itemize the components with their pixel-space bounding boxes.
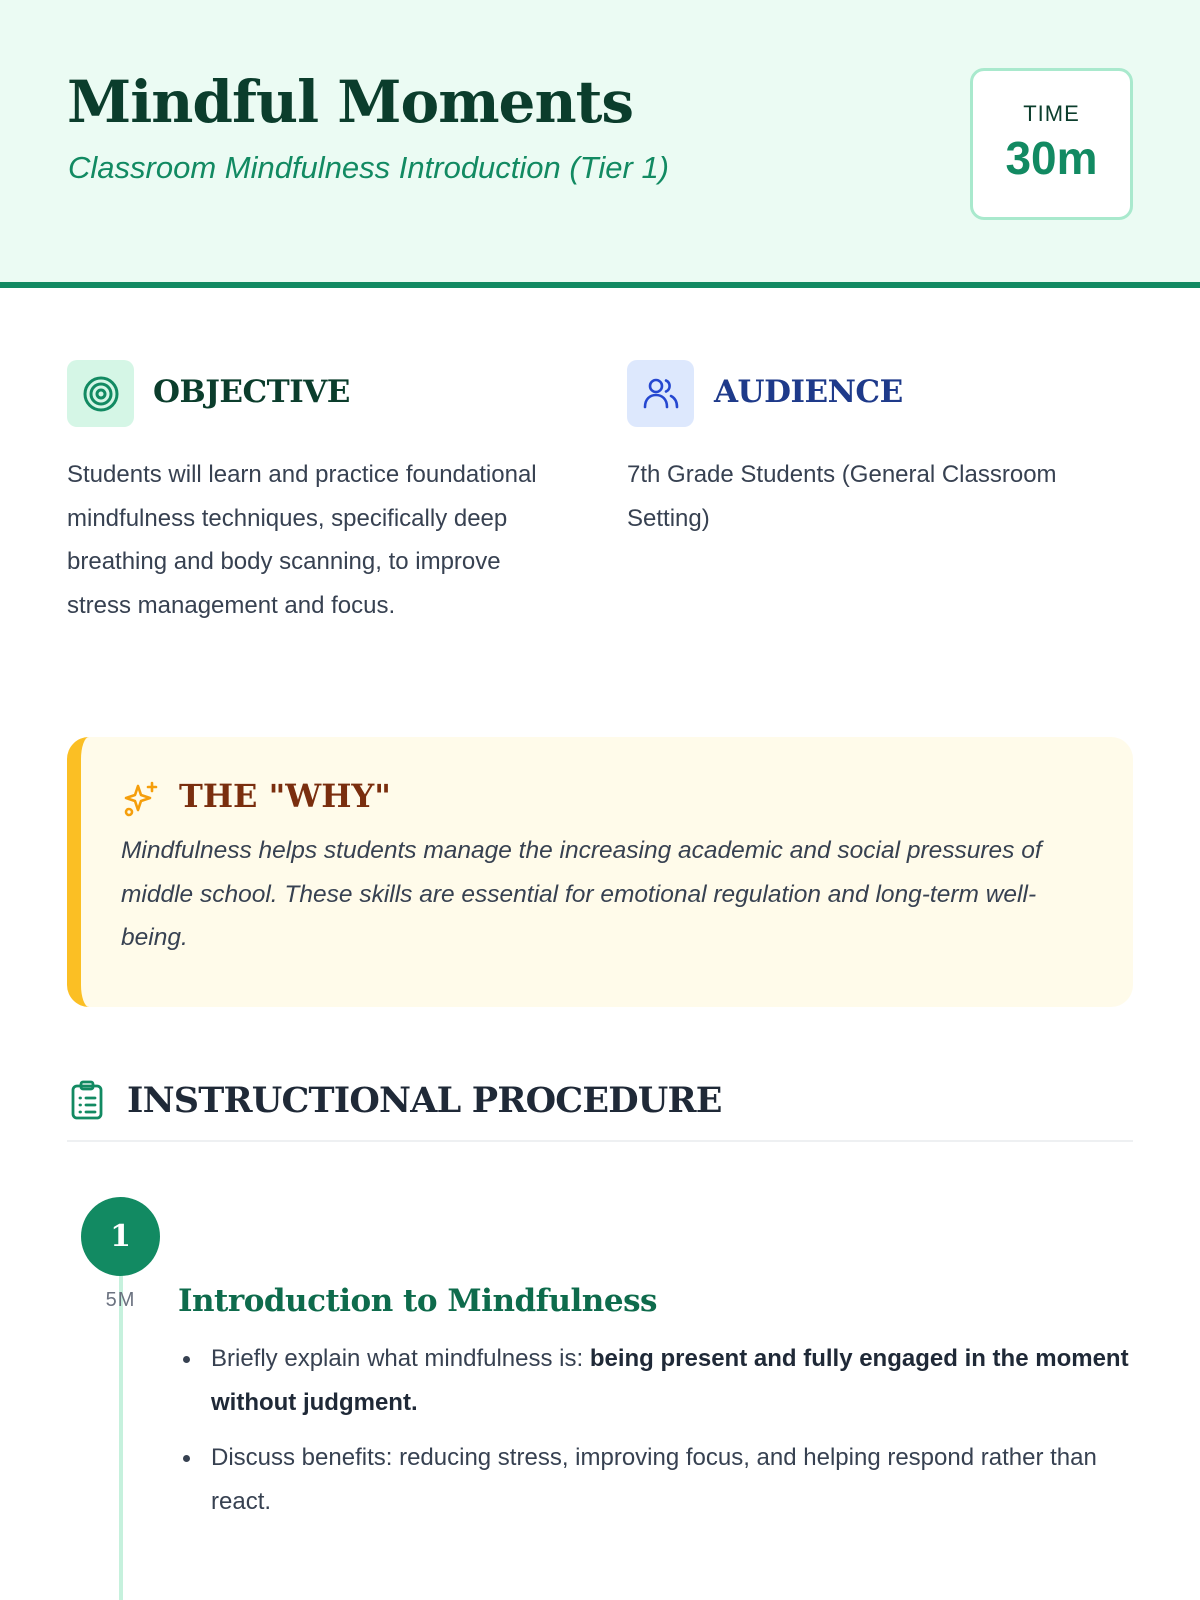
page-title: Mindful Moments xyxy=(67,68,634,136)
page-subtitle: Classroom Mindfulness Introduction (Tier 1) xyxy=(68,150,670,185)
step-item-text: Briefly explain what mindfulness is: xyxy=(211,1345,590,1372)
section-divider xyxy=(67,1140,1133,1142)
why-callout xyxy=(67,737,1133,1007)
sparkles-icon xyxy=(121,780,161,820)
header xyxy=(0,0,1200,288)
time-label: TIME xyxy=(1023,101,1080,126)
step-title: Introduction to Mindfulness xyxy=(178,1283,657,1319)
why-heading: THE "WHY" xyxy=(179,777,391,815)
timeline-line xyxy=(119,1275,123,1600)
audience-heading: AUDIENCE xyxy=(714,374,903,410)
bullet-icon xyxy=(183,1356,190,1363)
target-icon xyxy=(67,360,134,427)
time-card xyxy=(970,68,1133,220)
step-number-badge: 1 xyxy=(81,1197,160,1276)
step-item-emphasis: being present and fully engaged in the moment without judgment. xyxy=(211,1345,1129,1416)
step-duration: 5M xyxy=(105,1289,136,1311)
audience-text: 7th Grade Students (General Classroom Setting) xyxy=(627,461,1057,532)
objective-text: Students will learn and practice foundational mindfulness techniques, specifically deep breathing and body scanning, to improve stress management and focus. xyxy=(67,461,537,619)
procedure-heading: INSTRUCTIONAL PROCEDURE xyxy=(127,1080,722,1121)
list-item xyxy=(178,1337,1138,1424)
step-list xyxy=(178,1337,1138,1535)
objective-heading: OBJECTIVE xyxy=(153,374,350,410)
list-item xyxy=(178,1436,1138,1523)
step-item-text: Discuss benefits: reducing stress, improving focus, and helping respond rather than react. xyxy=(211,1444,1097,1515)
clipboard-list-icon xyxy=(69,1080,105,1120)
users-icon xyxy=(627,360,694,427)
why-text: Mindfulness helps students manage the increasing academic and social pressures of middle school. These skills are essential for emotional regulation and long-term well-being. xyxy=(121,837,1042,951)
bullet-icon xyxy=(183,1455,190,1462)
time-value: 30m xyxy=(1005,132,1098,184)
